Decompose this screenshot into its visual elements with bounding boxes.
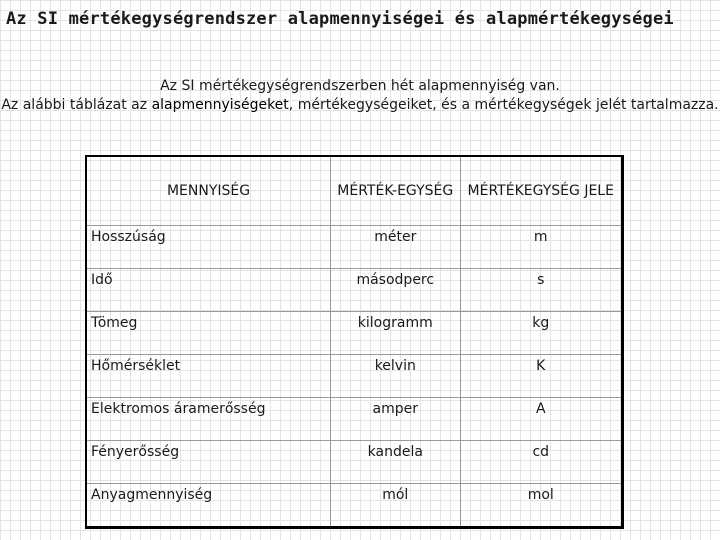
table-row bbox=[86, 269, 623, 312]
header-unit-symbol: MÉRTÉKEGYSÉG JELE bbox=[460, 156, 623, 226]
quantity-cell: Tömeg bbox=[86, 312, 331, 355]
table-row bbox=[86, 398, 623, 441]
unit-cell: amper bbox=[331, 398, 460, 441]
table-row bbox=[86, 441, 623, 484]
table-header-row bbox=[86, 156, 623, 226]
symbol-cell: cd bbox=[460, 441, 623, 484]
table-row bbox=[86, 355, 623, 398]
unit-cell: kandela bbox=[331, 441, 460, 484]
symbol-cell: mol bbox=[460, 484, 623, 528]
quantity-cell: Anyagmennyiség bbox=[86, 484, 331, 528]
unit-cell: kelvin bbox=[331, 355, 460, 398]
unit-cell: másodperc bbox=[331, 269, 460, 312]
unit-cell: méter bbox=[331, 226, 460, 269]
symbol-cell: A bbox=[460, 398, 623, 441]
table-row bbox=[86, 312, 623, 355]
symbol-cell: s bbox=[460, 269, 623, 312]
intro-line-2-start: Az alábbi táblázat az bbox=[1, 97, 152, 113]
si-units-table bbox=[85, 155, 624, 529]
symbol-cell: K bbox=[460, 355, 623, 398]
quantity-cell: Hőmérséklet bbox=[86, 355, 331, 398]
table-row bbox=[86, 226, 623, 269]
quantity-cell: Idő bbox=[86, 269, 331, 312]
intro-text bbox=[0, 77, 720, 115]
intro-line-2 bbox=[0, 96, 720, 115]
symbol-cell: m bbox=[460, 226, 623, 269]
intro-line-2-end: , mértékegységeiket, és a mértékegységek jelét tartalmazza. bbox=[288, 97, 719, 113]
unit-cell: kilogramm bbox=[331, 312, 460, 355]
intro-highlight: alapmennyiségeket bbox=[151, 97, 289, 113]
quantity-cell: Elektromos áramerősség bbox=[86, 398, 331, 441]
header-unit: MÉRTÉK-EGYSÉG bbox=[331, 156, 460, 226]
header-quantity: MENNYISÉG bbox=[86, 156, 331, 226]
intro-line-1: Az SI mértékegységrendszerben hét alapmennyiség van. bbox=[160, 78, 560, 94]
unit-cell: mól bbox=[331, 484, 460, 528]
quantity-cell: Fényerősség bbox=[86, 441, 331, 484]
quantity-cell: Hosszúság bbox=[86, 226, 331, 269]
page-title: Az SI mértékegységrendszer alapmennyiségei és alapmértékegységei bbox=[6, 9, 674, 29]
table-row bbox=[86, 484, 623, 528]
symbol-cell: kg bbox=[460, 312, 623, 355]
